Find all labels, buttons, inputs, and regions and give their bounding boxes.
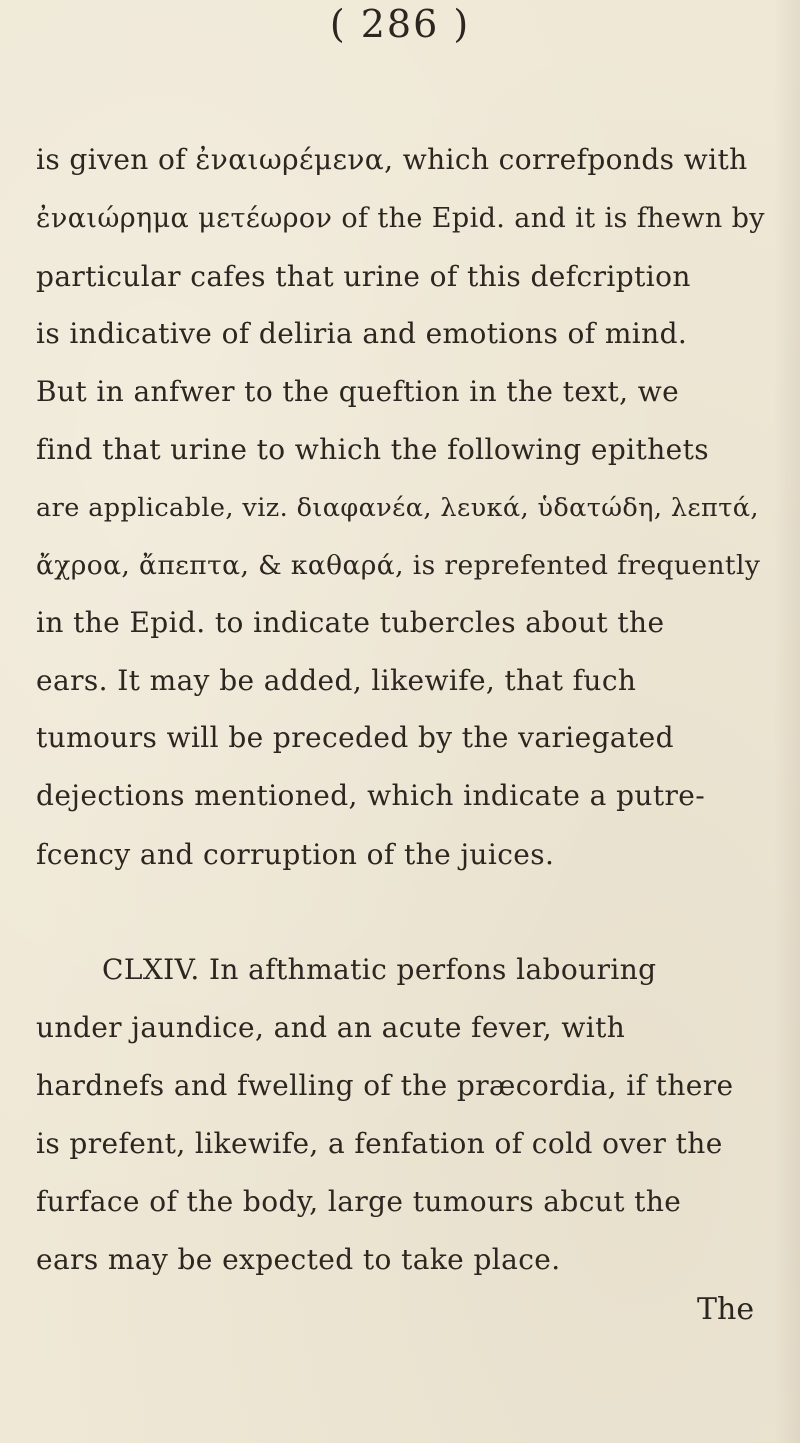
text-line: is prefent, likewife, a fenfation of cold over the <box>36 1127 723 1160</box>
text-line: ears may be expected to take place. <box>36 1243 561 1276</box>
text-line: in the Epid. to indicate tubercles about the <box>36 606 665 639</box>
page-number: ( 286 ) <box>329 2 471 46</box>
text-line: under jaundice, and an acute fever, with <box>36 1011 626 1044</box>
text-line: fcency and corruption of the juices. <box>36 838 555 871</box>
text-line: are applicable, viz. διαφανέα, λευκά, ὑδατώδη, λεπτά, <box>36 493 759 523</box>
text-line: particular cafes that urine of this defcription <box>36 260 691 293</box>
text-line: ears. It may be added, likewife, that fuch <box>36 664 637 697</box>
page-edge-shadow <box>774 0 800 1443</box>
text-line: tumours will be preceded by the variegated <box>36 721 674 754</box>
text-line: ἐναιώρημα μετέωρον of the Epid. and it is fhewn by <box>36 203 765 234</box>
text-line: find that urine to which the following epithets <box>36 433 710 466</box>
text-line: is given of ἐναιωρέμενα, which correfponds with <box>36 143 748 176</box>
text-line: But in anfwer to the queftion in the text, we <box>36 375 680 408</box>
text-line: dejections mentioned, which indicate a putre- <box>36 779 706 812</box>
text-line: hardnefs and fwelling of the præcordia, if there <box>36 1069 734 1102</box>
text-line: ἄχροα, ἄπεπτα, & καθαρά, is reprefented frequently <box>36 550 761 581</box>
section-heading-line: CLXIV. In afthmatic perfons labouring <box>102 953 657 986</box>
text-line: is indicative of deliria and emotions of mind. <box>36 317 688 350</box>
text-line: furface of the body, large tumours abcut the <box>36 1185 682 1218</box>
catchword: The <box>697 1292 755 1327</box>
